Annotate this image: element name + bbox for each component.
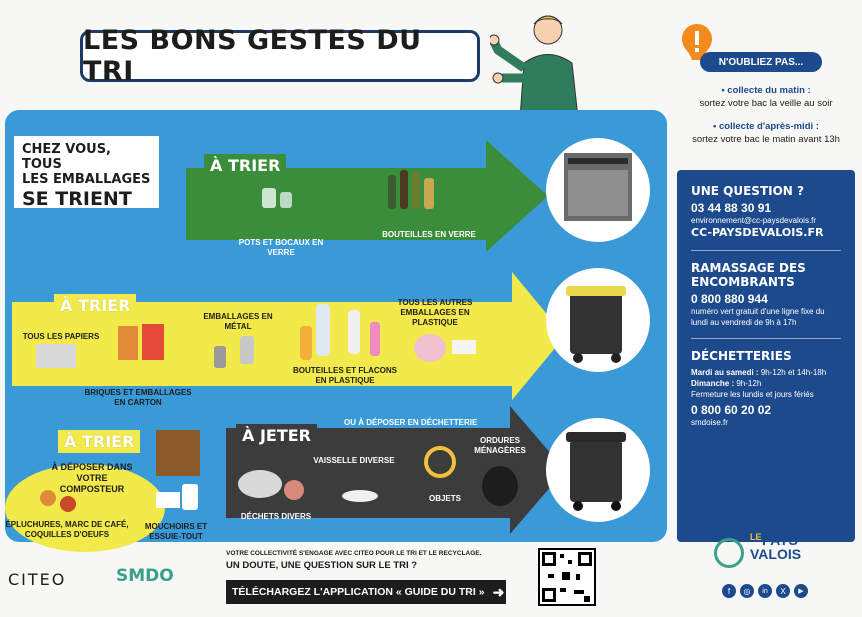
divider xyxy=(691,338,841,339)
citeo-logo: CITEO xyxy=(8,570,67,589)
green-item-2: BOUTEILLES EN VERRE xyxy=(382,230,476,239)
yellow-item-cartons: BRIQUES ET EMBALLAGES EN CARTON xyxy=(84,388,192,407)
pays-line1: PAYS xyxy=(762,532,798,548)
yellow-item-plastics: TOUS LES AUTRES EMBALLAGES EN PLASTIQUE xyxy=(397,298,473,327)
chez-line3: SE TRIENT xyxy=(22,188,132,210)
compost-item-2: MOUCHOIRS ET ESSUIE-TOUT xyxy=(144,522,208,541)
footer-line2: UN DOUTE, UNE QUESTION SUR LE TRI ? xyxy=(226,560,418,571)
dech-l2-text: 9h-12h xyxy=(736,379,762,388)
grey-bin xyxy=(570,440,622,502)
yellow-bin xyxy=(570,292,622,354)
compost-subtitle: À DÉPOSER DANS VOTRE COMPOSTEUR xyxy=(51,462,133,494)
compost-item-1: ÉPLUCHURES, MARC DE CAFÉ, COQUILLES D'OEUFS xyxy=(5,520,129,539)
question-phone[interactable]: 03 44 88 30 91 xyxy=(691,201,772,215)
green-item-1: POTS ET BOCAUX EN VERRE xyxy=(238,238,324,257)
dark-item-misc: DÉCHETS DIVERS xyxy=(240,512,312,521)
pays-le: LE xyxy=(750,532,762,542)
app-download-bar[interactable] xyxy=(226,580,506,604)
morning-text: sortez votre bac la veille au soir xyxy=(699,98,833,109)
pays-line2: VALOIS xyxy=(750,546,802,562)
compost-tag: À TRIER xyxy=(58,430,140,453)
decheteries-title: DÉCHETTERIES xyxy=(691,349,792,363)
yellow-item-bottles: BOUTEILLES ET FLACONS EN PLASTIQUE xyxy=(293,366,397,385)
encombrants-phone[interactable]: 0 800 880 944 xyxy=(691,292,768,306)
morning-label: collecte du matin : xyxy=(727,85,811,96)
footer-text xyxy=(226,550,526,571)
dech-site[interactable]: smdoise.fr xyxy=(691,418,728,427)
youtube-icon[interactable]: ▶ xyxy=(794,584,808,598)
linkedin-icon[interactable]: in xyxy=(758,584,772,598)
x-icon[interactable]: X xyxy=(776,584,790,598)
question-email[interactable]: environnement@cc-paysdevalois.fr xyxy=(691,216,817,225)
dech-l1-label: Mardi au samedi : xyxy=(691,368,759,377)
afternoon-note: • collecte d'après-midi : sortez votre bac le matin avant 13h xyxy=(692,121,840,145)
qr-code[interactable] xyxy=(538,548,596,606)
afternoon-label: collecte d'après-midi : xyxy=(719,121,819,132)
facebook-icon[interactable]: f xyxy=(722,584,736,598)
qr-pattern xyxy=(540,550,594,604)
dark-subtag: OU À DÉPOSER EN DÉCHETTERIE xyxy=(344,418,478,427)
question-title: UNE QUESTION ? xyxy=(691,184,804,198)
dech-l2-label: Dimanche : xyxy=(691,379,735,388)
arrow-right-icon: ➜ xyxy=(492,583,505,600)
yellow-item-papers: TOUS LES PAPIERS xyxy=(22,332,100,341)
pays-de-valois-logo xyxy=(714,530,854,570)
app-download-text: TÉLÉCHARGEZ L'APPLICATION « GUIDE DU TRI » xyxy=(232,586,485,598)
dech-line1 xyxy=(691,367,841,378)
yellow-item-metal: EMBALLAGES EN MÉTAL xyxy=(203,312,273,331)
dark-tag: À JETER xyxy=(236,424,317,447)
dech-line3: Fermeture les lundis et jours fériés xyxy=(691,390,814,399)
question-site[interactable]: CC-PAYSDEVALOIS.FR xyxy=(691,226,824,239)
instagram-icon[interactable]: ◎ xyxy=(740,584,754,598)
reminder-pill-text: N'OUBLIEZ PAS... xyxy=(718,56,804,68)
yellow-tag: À TRIER xyxy=(54,294,136,317)
dark-item-household: ORDURES MÉNAGÈRES xyxy=(474,436,526,455)
divider xyxy=(691,250,841,251)
title-text: LES BONS GESTES DU TRI xyxy=(83,25,422,87)
contact-panel xyxy=(677,170,855,542)
dech-line2 xyxy=(691,378,841,389)
social-icons xyxy=(722,584,808,598)
encombrants-title: RAMASSAGE DES ENCOMBRANTS xyxy=(691,261,806,289)
green-tag: À TRIER xyxy=(204,154,286,177)
encombrants-note: numéro vert gratuit d'une ligne fixe du lundi au vendredi de 9h à 17h xyxy=(691,307,825,327)
smdo-logo: SMDO xyxy=(116,566,174,586)
chez-vous-box xyxy=(14,136,159,208)
dech-l1-text: 9h-12h et 14h-18h xyxy=(760,368,827,377)
chez-line1: CHEZ VOUS, TOUS xyxy=(22,142,111,172)
dech-phone[interactable]: 0 800 60 20 02 xyxy=(691,403,772,417)
dark-item-objects: OBJETS xyxy=(428,494,461,503)
dark-item-dishes: VAISSELLE DIVERSE xyxy=(313,456,395,465)
footer-line1: VOTRE COLLECTIVITÉ S'ENGAGE AVEC CITEO POUR LE TRI ET LE RECYCLAGE. xyxy=(226,550,482,557)
chez-line2: LES EMBALLAGES xyxy=(22,172,151,187)
morning-note: • collecte du matin : sortez votre bac la veille au soir xyxy=(699,85,833,109)
valois-emblem-icon xyxy=(714,538,744,568)
afternoon-text: sortez votre bac le matin avant 13h xyxy=(692,134,840,145)
